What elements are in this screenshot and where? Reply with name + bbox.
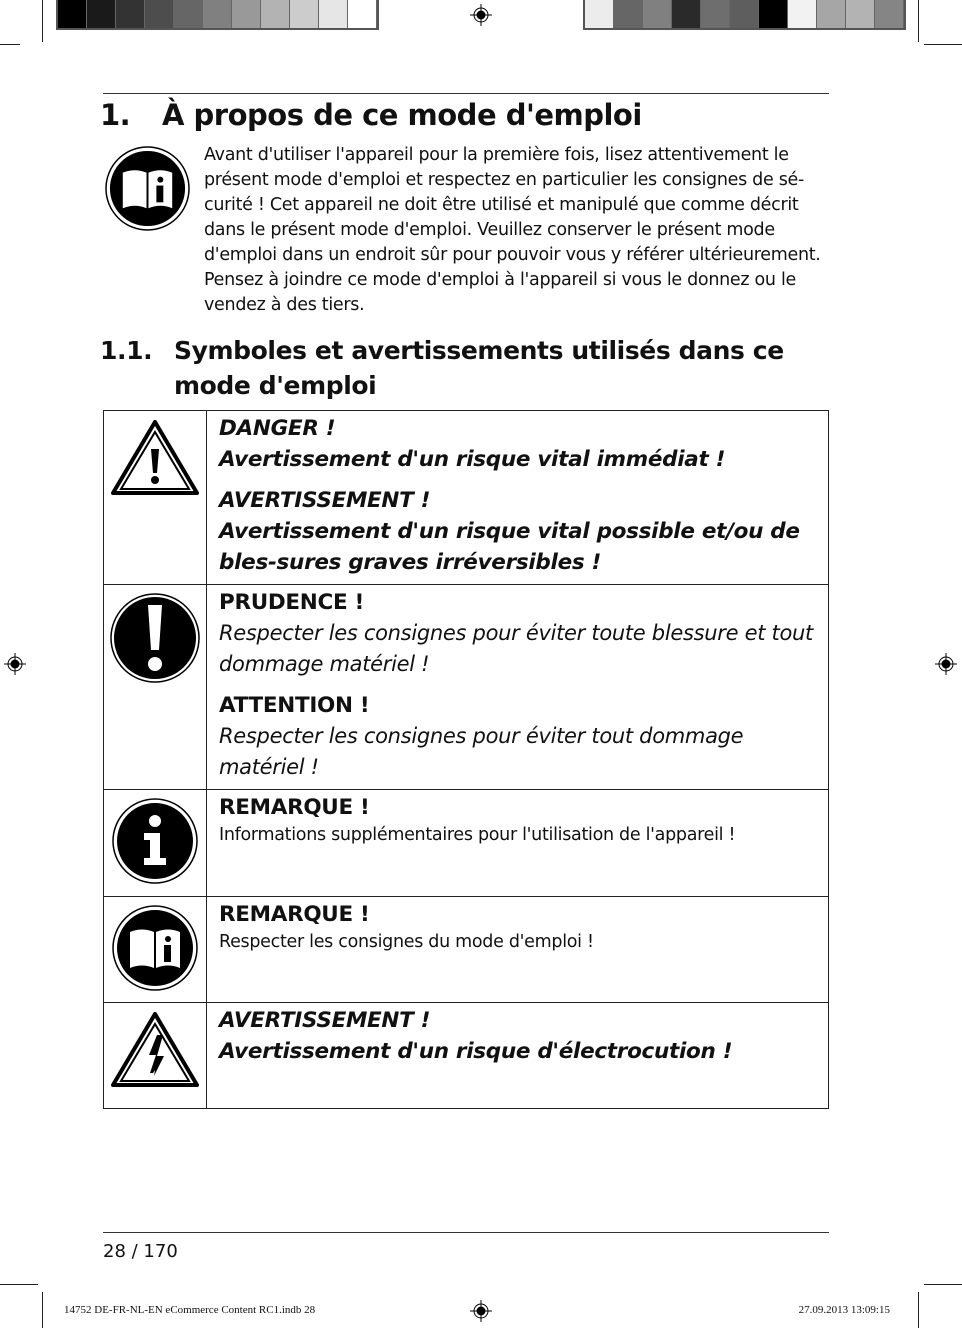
danger-triangle-icon [110,419,200,497]
table-row: REMARQUE ! Informations supplémentaires pour l'utilisation de l'appareil ! [104,790,829,897]
crop-mark [918,1292,919,1328]
color-swatch [817,0,846,28]
crop-mark [42,0,43,42]
color-swatch [875,0,904,28]
crop-mark [0,44,20,45]
table-row: DANGER ! Avertissement d'un risque vital immédiat ! AVERTISSEMENT ! Avertissement d'un risque vital possible et/ou de bles-sures graves irréversibles ! [104,411,829,585]
crop-mark [0,1284,38,1285]
table-row: PRUDENCE ! Respecter les consignes pour éviter toute blessure et tout dommage matériel ! ATTENTION ! Respecter les consignes pour éviter tout dommage matériel ! [104,585,829,790]
color-swatch [145,0,174,28]
crop-mark [924,44,962,45]
color-swatch [614,0,643,28]
crop-mark [924,1284,962,1285]
color-swatch [232,0,261,28]
electric-shock-icon [110,1011,200,1089]
color-bar-right [583,0,906,30]
intro-paragraph: Avant d'utiliser l'appareil pour la première fois, lisez attentivement le présent mode d'emploi et respectez en particulier les consignes de sé-curité ! Cet appareil ne doit être utilisé et manipulé que comme décrit dans le présent mode d'emploi. Veuillez conserver le présent mode d'emploi dans un endroit sûr pour pouvoir vous y référer ultérieurement. Pensez à joindre ce mode d'emploi à l'appareil si vous le donnez ou le vendez à des tiers. [204,145,821,315]
info-icon [112,798,198,884]
crop-mark [918,0,919,42]
color-swatch [643,0,672,28]
color-swatch [116,0,145,28]
symbols-table [103,410,829,1109]
color-swatch [701,0,730,28]
color-swatch [290,0,319,28]
header-rule [103,93,829,94]
color-swatch [846,0,875,28]
color-swatch [174,0,203,28]
footer-file: 14752 DE-FR-NL-EN eCommerce Content RC1.indb 28 [64,1304,316,1316]
color-swatch [58,0,87,28]
subsection-heading: 1.1. Symboles et avertissements utilisés dans ce mode d'emploi [100,336,784,400]
table-row: REMARQUE ! Respecter les consignes du mode d'emploi ! [104,897,829,1003]
color-swatch [319,0,348,28]
color-swatch [348,0,377,28]
crop-mark [42,1292,43,1328]
color-swatch [759,0,788,28]
footer-date: 27.09.2013 13:09:15 [798,1304,890,1316]
registration-mark-icon [935,653,957,675]
color-swatch [87,0,116,28]
manual-book-icon [112,905,198,991]
registration-mark-icon [470,4,492,26]
registration-mark-icon [4,653,26,675]
exclamation-circle-icon [110,593,200,683]
color-swatch [261,0,290,28]
color-swatch [585,0,614,28]
footer-rule [103,1232,829,1233]
manual-book-icon [105,146,190,231]
color-swatch [203,0,232,28]
color-swatch [672,0,701,28]
table-row: AVERTISSEMENT ! Avertissement d'un risque d'électrocution ! [104,1003,829,1109]
page-number: 28 / 170 [103,1241,178,1262]
registration-mark-icon [470,1300,492,1322]
section-heading: 1. À propos de ce mode d'emploi [100,98,642,132]
color-swatch [788,0,817,28]
color-swatch [730,0,759,28]
color-bar-left [56,0,379,30]
